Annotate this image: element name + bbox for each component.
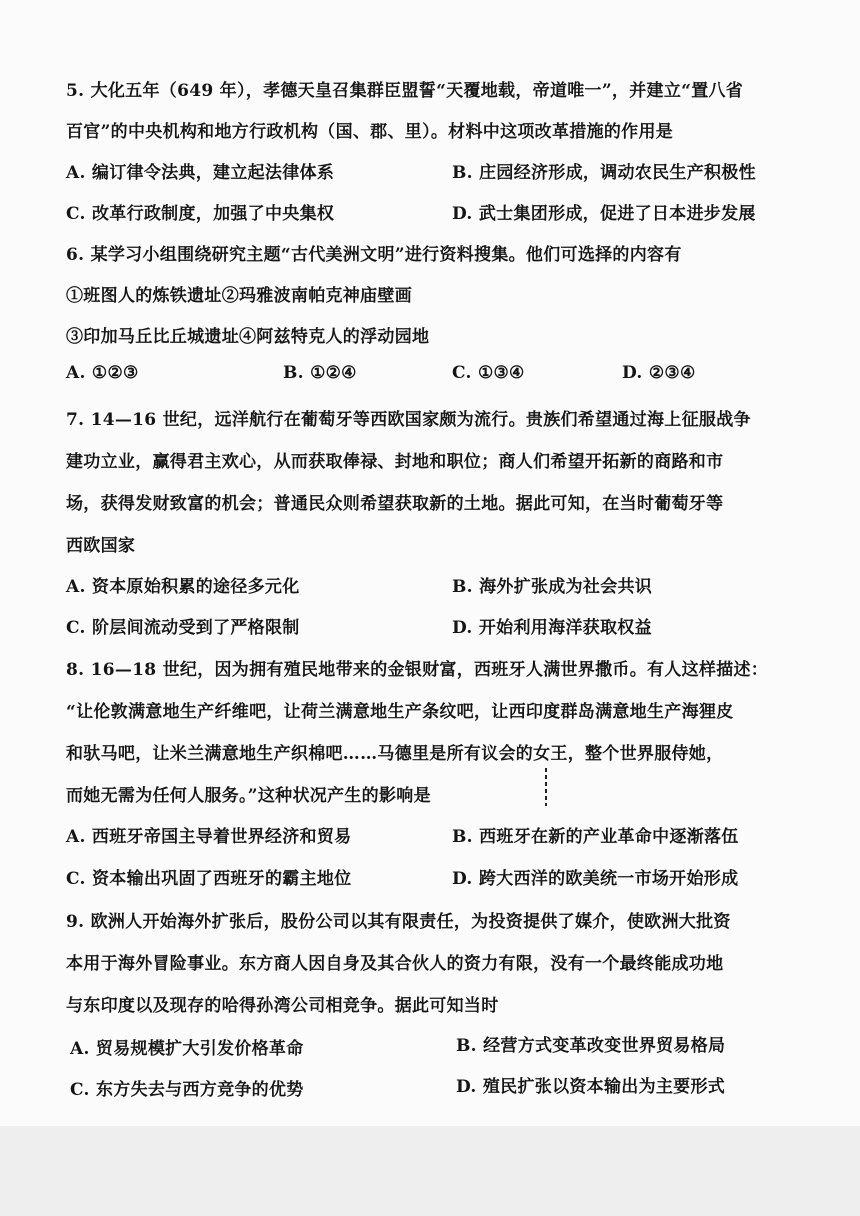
q7-option-b: B. 海外扩张成为社会共识 — [452, 577, 653, 597]
q9-option-d: D. 殖民扩张以资本输出为主要形式 — [456, 1077, 726, 1097]
q8-stem-line-3: 和驮马吧，让米兰满意地生产织棉吧……马德里是所有议会的女王，整个世界服侍她， — [66, 744, 724, 764]
q8-stem-line-2: “让伦敦满意地生产纤维吧，让荷兰满意地生产条纹吧，让西印度群岛满意地生产海狸皮 — [66, 702, 734, 722]
q5-option-b: B. 庄园经济形成，调动农民生产积极性 — [452, 163, 756, 183]
q9-stem-line-3: 与东印度以及现存的哈得孙湾公司相竞争。据此可知当时 — [66, 996, 499, 1016]
q5-option-d: D. 武士集团形成，促进了日本进步发展 — [452, 204, 756, 224]
q8-option-c: C. 资本输出巩固了西班牙的霸主地位 — [66, 869, 352, 889]
q9-stem-line-1: 9. 欧洲人开始海外扩张后，股份公司以其有限责任，为投资提供了媒介，使欧洲大批资 — [66, 912, 731, 932]
q6-option-c: C. ①③④ — [452, 363, 525, 383]
q5-stem-line-2: 百官”的中央机构和地方行政机构（国、郡、里）。材料中这项改革措施的作用是 — [66, 122, 674, 142]
q7-stem-line-3: 场，获得发财致富的机会；普通民众则希望获取新的土地。据此可知，在当时葡萄牙等 — [66, 494, 724, 514]
dashed-margin-mark — [545, 768, 547, 806]
q9-option-c: C. 东方失去与西方竞争的优势 — [70, 1080, 304, 1100]
q7-stem-line-4: 西欧国家 — [66, 536, 136, 556]
q8-stem-line-1: 8. 16—18 世纪，因为拥有殖民地带来的金银财富，西班牙人满世界撒币。有人这样描述： — [66, 660, 769, 680]
q7-option-c: C. 阶层间流动受到了严格限制 — [66, 618, 300, 638]
q6-option-a: A. ①②③ — [66, 363, 139, 383]
q8-option-a: A. 西班牙帝国主导着世界经济和贸易 — [66, 827, 352, 847]
q6-option-d: D. ②③④ — [622, 363, 696, 383]
q9-option-b: B. 经营方式变革改变世界贸易格局 — [456, 1036, 726, 1056]
q8-stem-line-4: 而她无需为任何人服务。”这种状况产生的影响是 — [66, 786, 431, 806]
q6-item-line-1: ①班图人的炼铁遗址②玛雅波南帕克神庙壁画 — [66, 286, 412, 306]
q7-stem-line-1: 7. 14—16 世纪，远洋航行在葡萄牙等西欧国家颇为流行。贵族们希望通过海上征服战争 — [66, 410, 751, 430]
q5-option-c: C. 改革行政制度，加强了中央集权 — [66, 204, 335, 224]
q7-option-a: A. 资本原始积累的途径多元化 — [66, 577, 300, 597]
q8-option-d: D. 跨大西洋的欧美统一市场开始形成 — [452, 869, 739, 889]
q6-item-line-2: ③印加马丘比丘城遗址④阿兹特克人的浮动园地 — [66, 327, 430, 347]
q5-stem-line-1: 5. 大化五年（649 年），孝德天皇召集群臣盟誓“天覆地载，帝道唯一”，并建立“置八省 — [66, 81, 744, 101]
q9-option-a: A. 贸易规模扩大引发价格革命 — [70, 1039, 304, 1059]
page-bottom-margin — [0, 1126, 860, 1216]
q7-option-d: D. 开始利用海洋获取权益 — [452, 618, 652, 638]
q6-option-b: B. ①②④ — [283, 363, 357, 383]
q5-option-a: A. 编订律令法典，建立起法律体系 — [66, 163, 335, 183]
q8-option-b: B. 西班牙在新的产业革命中逐渐落伍 — [452, 827, 739, 847]
q7-stem-line-2: 建功立业，赢得君主欢心，从而获取俸禄、封地和职位；商人们希望开拓新的商路和市 — [66, 452, 724, 472]
q9-stem-line-2: 本用于海外冒险事业。东方商人因自身及其合伙人的资力有限，没有一个最终能成功地 — [66, 954, 724, 974]
q6-stem-line-1: 6. 某学习小组围绕研究主题“古代美洲文明”进行资料搜集。他们可选择的内容有 — [66, 245, 682, 265]
